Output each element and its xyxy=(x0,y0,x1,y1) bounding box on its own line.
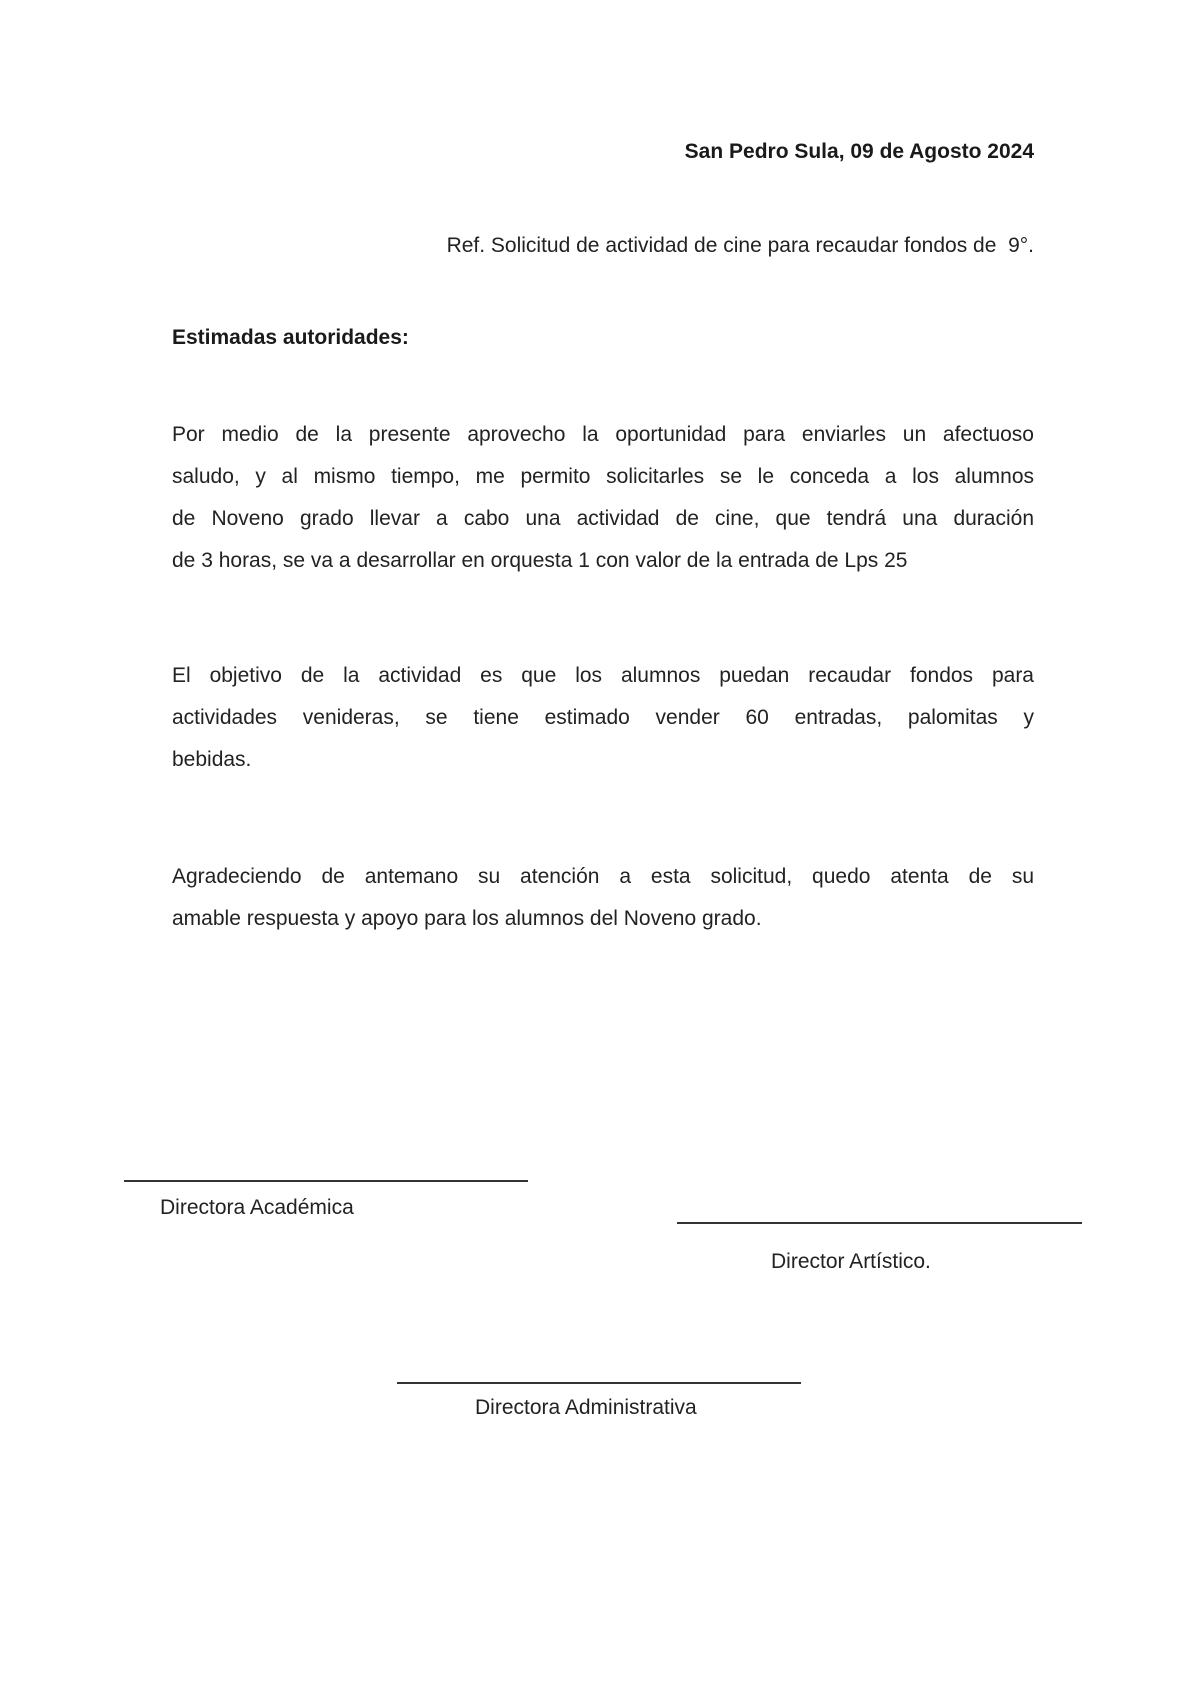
signature-line-academica xyxy=(124,1180,528,1182)
signature-label-administrativa: Directora Administrativa xyxy=(475,1396,697,1419)
signature-line-administrativa xyxy=(397,1382,801,1384)
date-line: San Pedro Sula, 09 de Agosto 2024 xyxy=(684,140,1034,163)
paragraph-line: actividades venideras, se tiene estimado vender 60 entradas, palomitas y xyxy=(172,706,1034,729)
paragraph-line: amable respuesta y apoyo para los alumnos del Noveno grado. xyxy=(172,907,762,930)
paragraph-line: El objetivo de la actividad es que los alumnos puedan recaudar fondos para xyxy=(172,664,1034,687)
paragraph-line: Por medio de la presente aprovecho la oportunidad para enviarles un afectuoso xyxy=(172,423,1034,446)
paragraph-request xyxy=(172,414,1034,582)
paragraph-line: Agradeciendo de antemano su atención a esta solicitud, quedo atenta de su xyxy=(172,865,1034,888)
paragraph-line: de 3 horas, se va a desarrollar en orquesta 1 con valor de la entrada de Lps 25 xyxy=(172,549,908,572)
paragraph-line: saludo, y al mismo tiempo, me permito solicitarles se le conceda a los alumnos xyxy=(172,465,1034,488)
signature-label-academica: Directora Académica xyxy=(160,1196,354,1219)
signature-label-artistico: Director Artístico. xyxy=(771,1250,931,1273)
paragraph-objective xyxy=(172,655,1034,781)
paragraph-line: de Noveno grado llevar a cabo una actividad de cine, que tendrá una duración xyxy=(172,507,1034,530)
salutation: Estimadas autoridades: xyxy=(172,326,409,349)
paragraph-closing xyxy=(172,856,1034,940)
signature-line-artistico xyxy=(677,1222,1082,1224)
paragraph-line: bebidas. xyxy=(172,748,252,771)
reference-line: Ref. Solicitud de actividad de cine para recaudar fondos de 9°. xyxy=(446,234,1034,257)
